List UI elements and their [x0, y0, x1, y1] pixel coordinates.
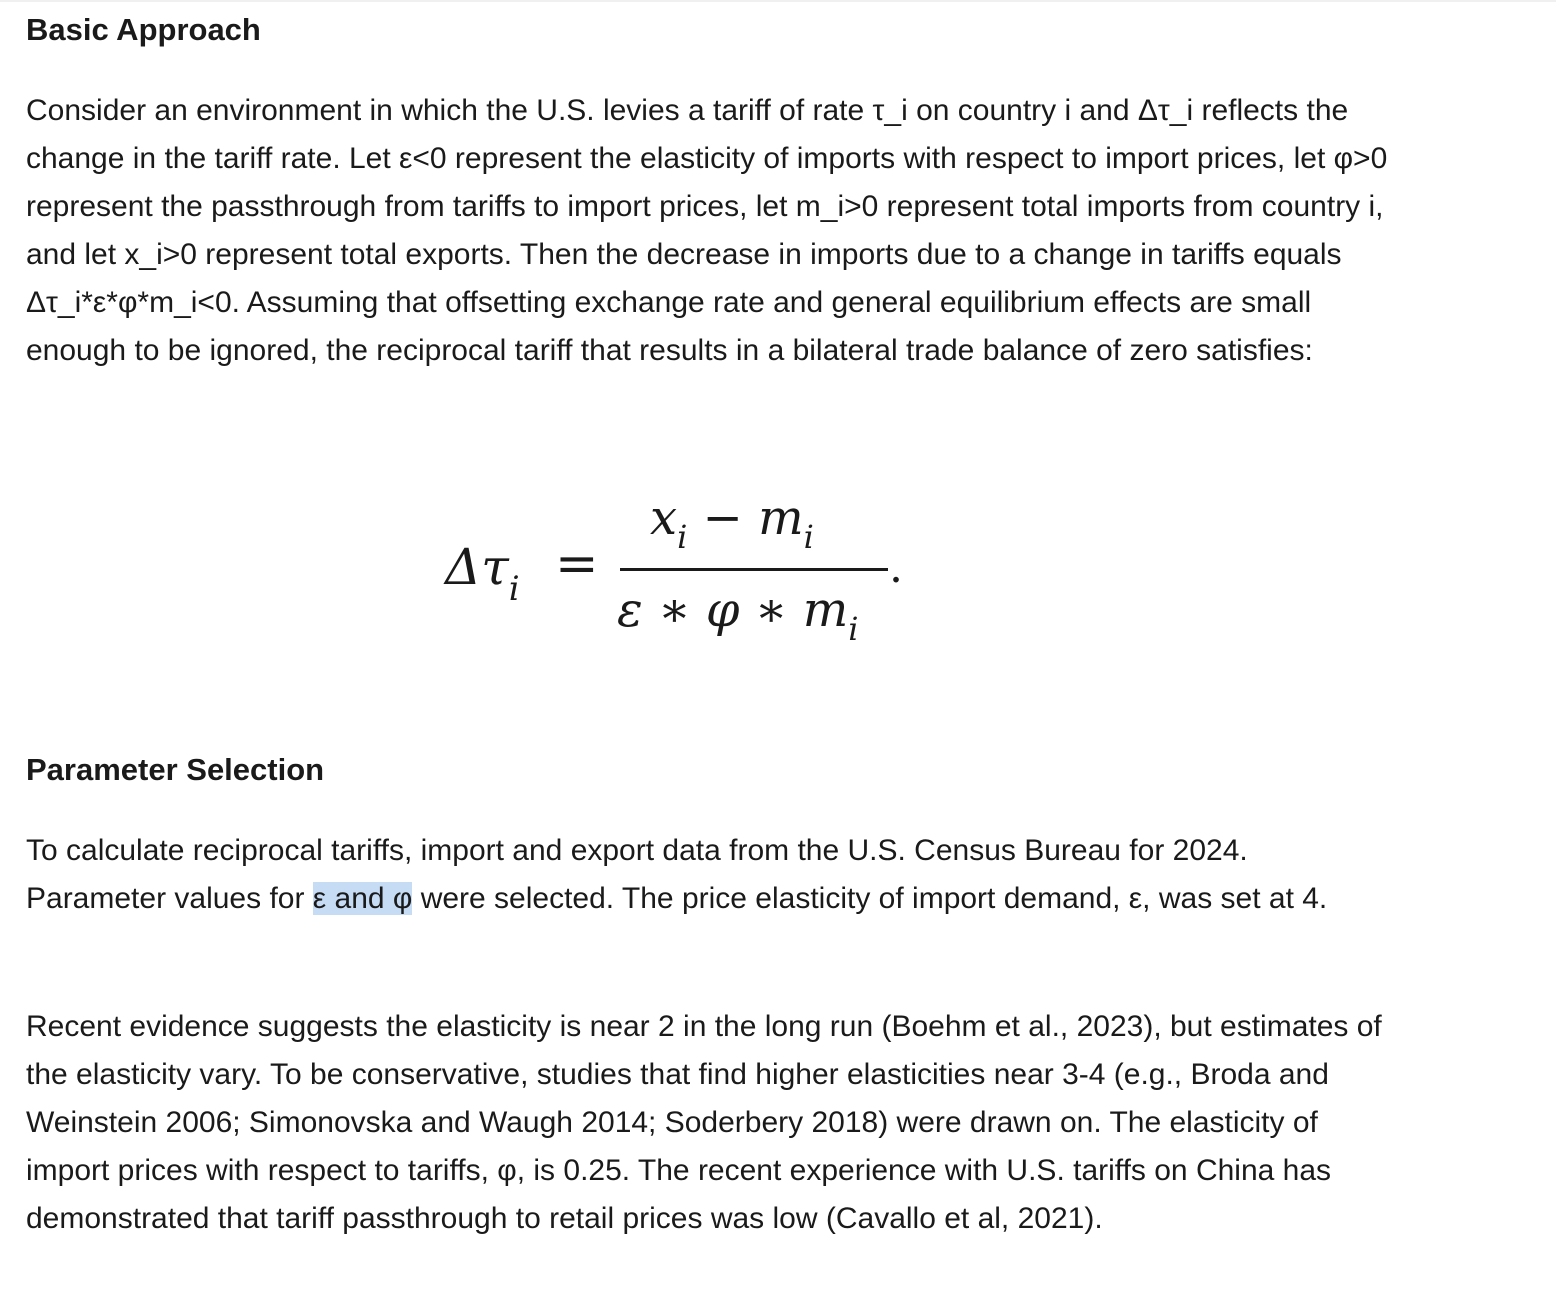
den-m-subscript: i	[848, 610, 859, 648]
num-x-subscript: i	[677, 518, 688, 556]
fraction-bar	[620, 568, 888, 571]
equation-period: .	[889, 542, 903, 593]
den-m: m	[802, 582, 849, 638]
den-phi: φ	[705, 582, 740, 638]
lhs-subscript: i	[508, 569, 520, 609]
den-epsilon: ε	[617, 582, 643, 638]
num-x: x	[650, 490, 678, 546]
paragraph-evidence: Recent evidence suggests the elasticity is near 2 in the long run (Boehm et al., 2023), but estimates of the elasticity vary. To be conservative, studies that find higher elasticities near 3-4 (e.g., Broda and Weinstein 2006; Simonovska and Waugh 2014; Soderbery 2018) were drawn on. The elasticity of import prices with respect to tariffs, φ, is 0.25. The recent experience with U.S. tariffs on China has demonstrated that tariff passthrough to retail prices was low (Cavallo et al, 2021).	[26, 1010, 1382, 1235]
paragraph-basic-approach: Consider an environment in which the U.S. levies a tariff of rate τ_i on country i and Δτ_i reflects the change in the tariff rate. Let ε<0 represent the elasticity of imports with respect to import prices, let φ>0 represent the passthrough from tariffs to import prices, let m_i>0 represent total imports from country i, and let x_i>0 represent total exports. Then the decrease in imports due to a change in tariffs equals Δτ_i*ε*φ*m_i<0. Assuming that offsetting exchange rate and general equilibrium effects are small enough to be ignored, the reciprocal tariff that results in a bilateral trade balance of zero satisfies:	[26, 94, 1388, 367]
star-1: ∗	[658, 582, 691, 638]
minus-sign: −	[702, 490, 743, 546]
equation-numerator	[650, 490, 814, 556]
num-m-subscript: i	[803, 518, 814, 556]
reciprocal-tariff-equation	[445, 490, 915, 660]
heading-basic-approach: Basic Approach	[26, 12, 261, 47]
num-m: m	[758, 490, 804, 546]
paragraph-parameter-values	[26, 827, 1386, 923]
equation-lhs	[445, 538, 520, 609]
paragraph-text-start: To calculate reciprocal tariffs, import and export data from the U.S. Census Bureau for 2024. Parameter values for	[26, 834, 1248, 915]
equals-sign: =	[555, 534, 599, 594]
selected-text-highlight[interactable]: ε and φ	[312, 882, 413, 915]
delta-tau: Δτ	[445, 538, 509, 596]
equation-denominator	[617, 582, 859, 648]
top-divider	[0, 0, 1556, 2]
heading-parameter-selection: Parameter Selection	[26, 752, 325, 787]
star-2: ∗	[754, 582, 788, 638]
paragraph-text-end: were selected. The price elasticity of import demand, ε, was set at 4.	[412, 882, 1328, 915]
